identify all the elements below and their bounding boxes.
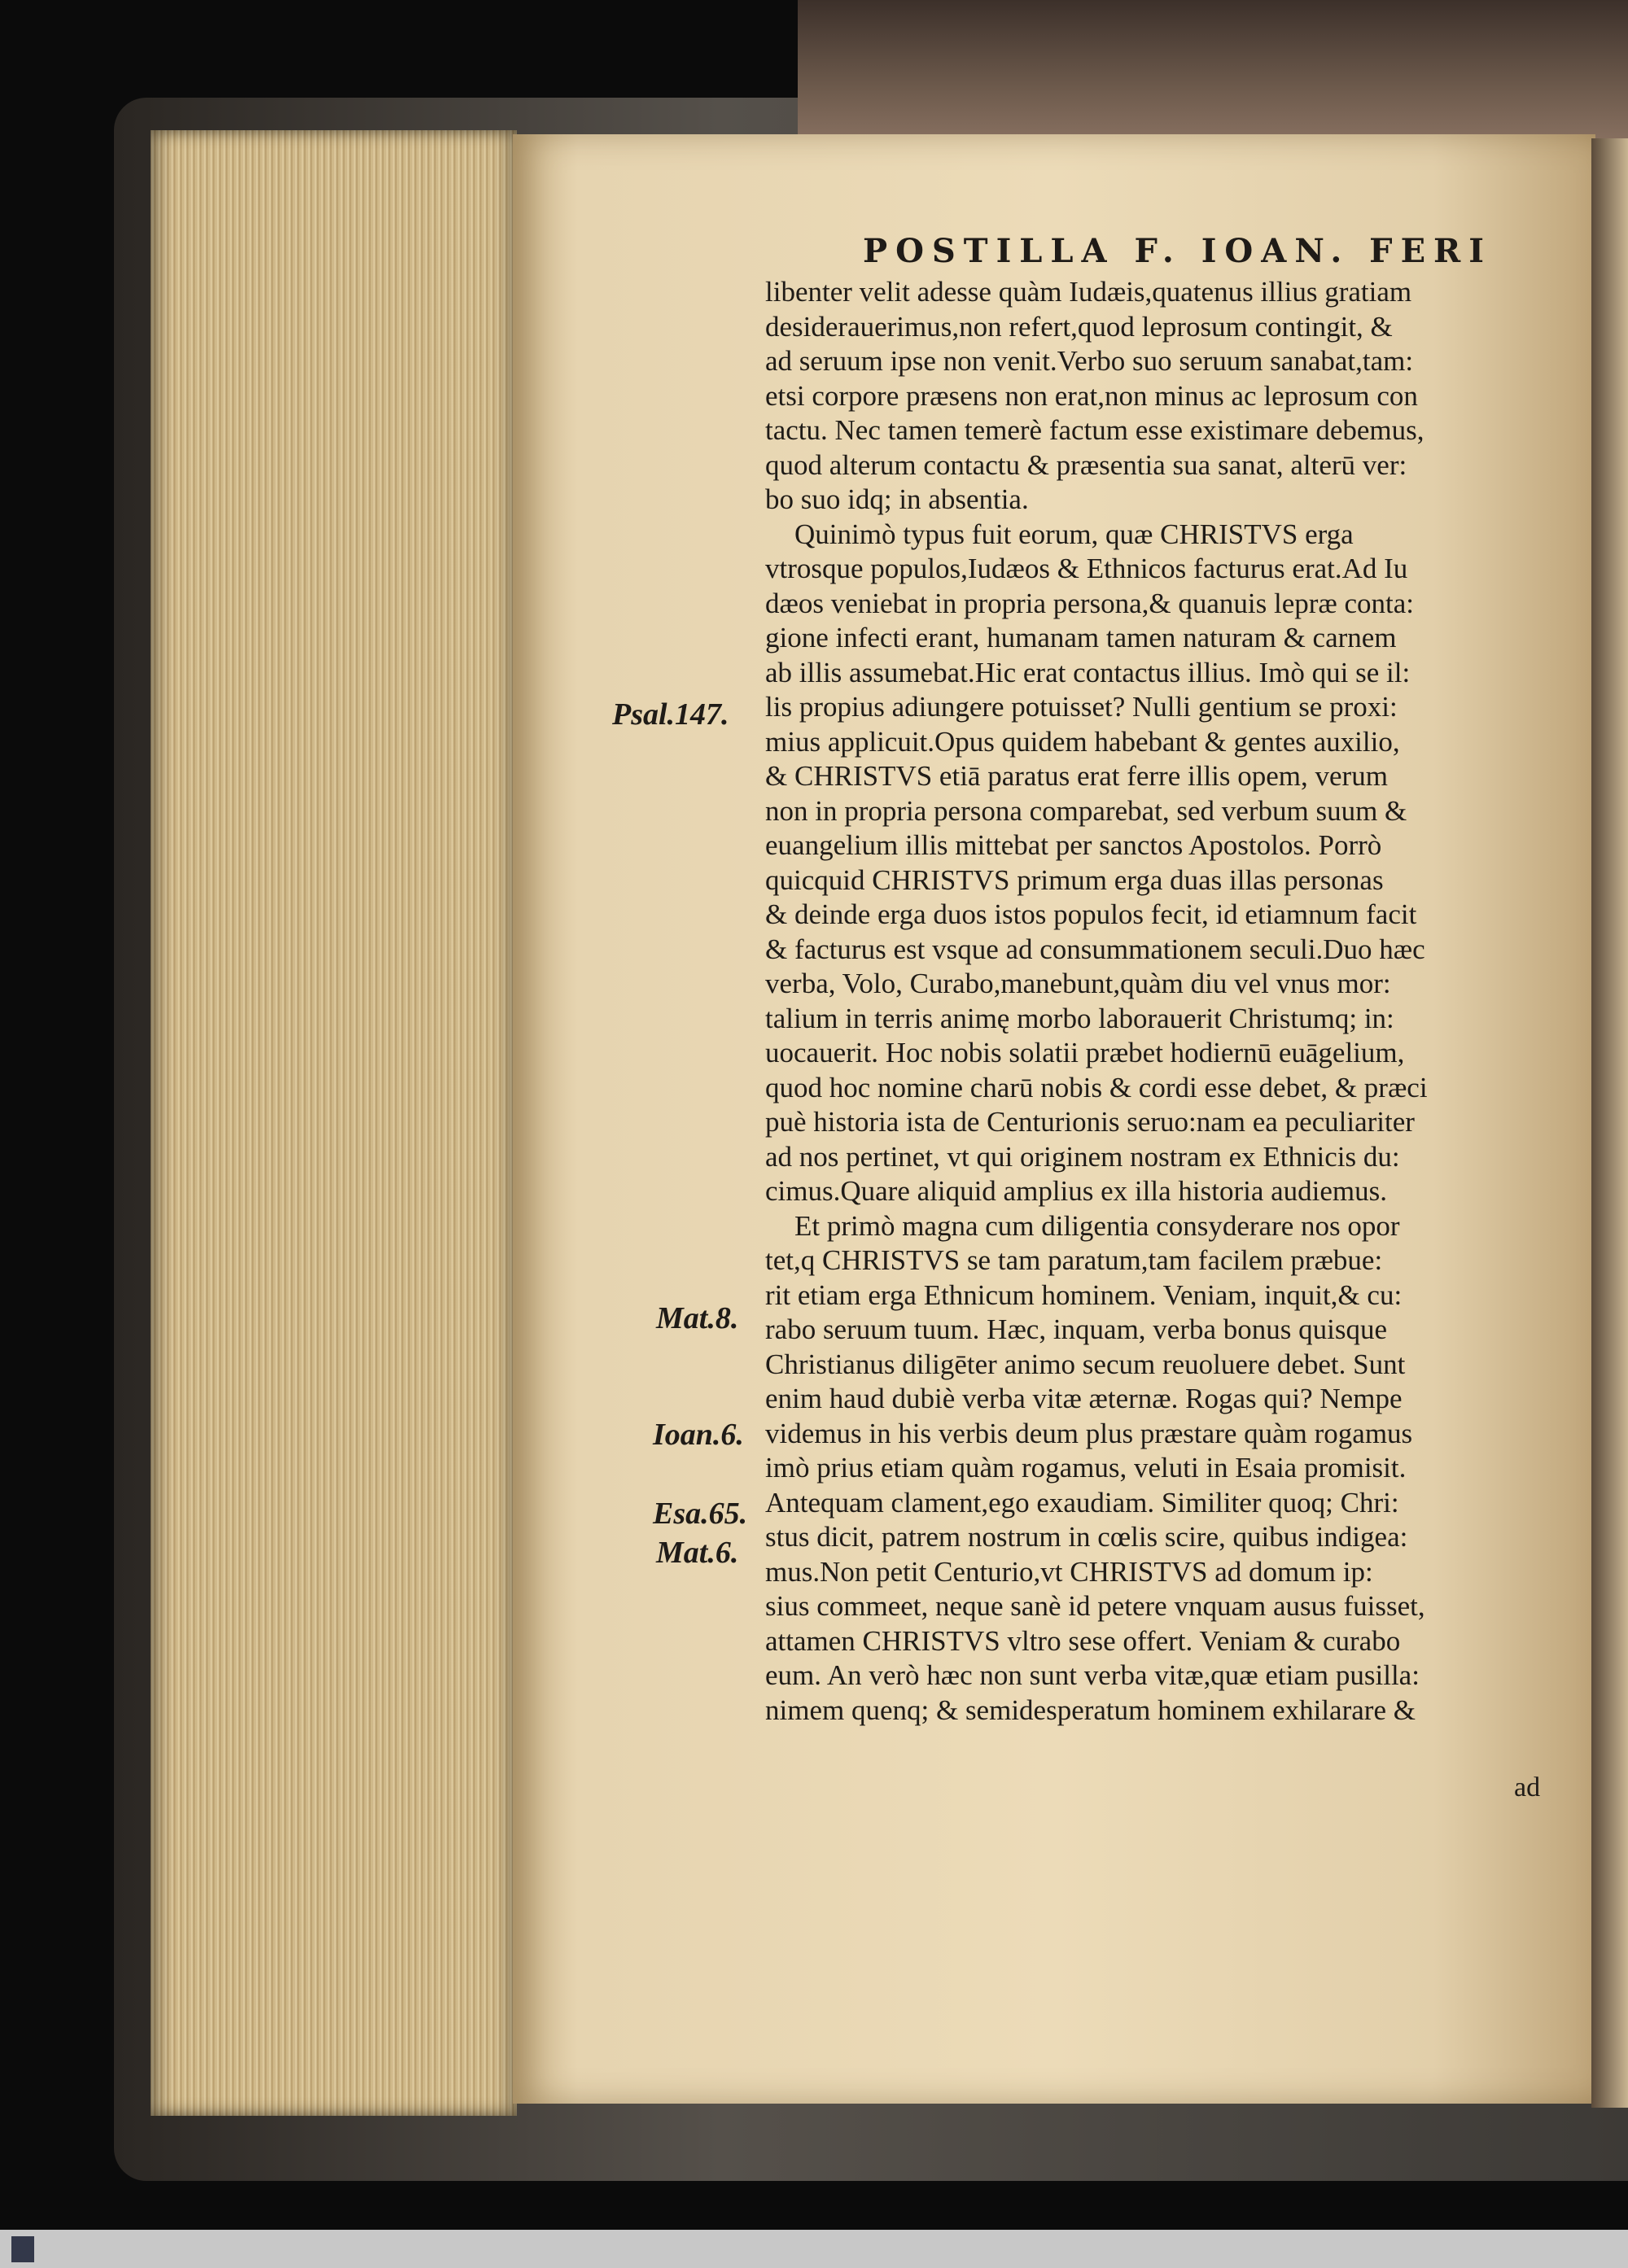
text-line: ab illis assumebat.Hic erat contactus illius. Imò qui se il:	[765, 656, 1411, 688]
page-edges	[151, 130, 517, 2116]
text-line: nimem quenq; & semidesperatum hominem exhilarare &	[765, 1693, 1416, 1726]
text-line: stus dicit, patrem nostrum in cœlis scire, quibus indigea:	[765, 1521, 1408, 1553]
text-line: tet,q CHRISTVS se tam paratum,tam facilem præbue:	[765, 1244, 1383, 1276]
text-line: cimus.Quare aliquid amplius ex illa historia audiemus.	[765, 1175, 1388, 1207]
text-line: puè historia ista de Centurionis seruo:nam ea peculiariter	[765, 1106, 1415, 1138]
text-line: Et primò magna cum diligentia consyderare nos opor	[794, 1209, 1400, 1242]
text-line: Christianus diligēter animo secum reuoluere debet. Sunt	[765, 1348, 1406, 1380]
text-line: rabo seruum tuum. Hæc, inquam, verba bonus quisque	[765, 1313, 1388, 1345]
text-line: & deinde erga duos istos populos fecit, id etiamnum facit	[765, 898, 1417, 930]
marginal-note-esa: Esa.65.	[653, 1497, 748, 1531]
text-line: ad nos pertinet, vt qui originem nostram ex Ethnicis du:	[765, 1140, 1400, 1173]
text-line: uocauerit. Hoc nobis solatii præbet hodiernū euāgelium,	[765, 1037, 1405, 1068]
text-line: euangelium illis mittebat per sanctos Apostolos. Porrò	[765, 829, 1382, 861]
text-line: etsi corpore præsens non erat,non minus ac leprosum con	[765, 379, 1418, 412]
text-line: videmus in his verbis deum plus præstare quàm rogamus	[765, 1417, 1413, 1449]
text-line: libenter velit adesse quàm Iudæis,quatenus illius gratiam	[765, 276, 1412, 308]
marginal-note-psal: Psal.147.	[612, 697, 729, 732]
library-logo	[11, 2236, 34, 2262]
text-line: tactu. Nec tamen temerè factum esse existimare debemus,	[765, 414, 1424, 446]
text-line: bo suo idq; in absentia.	[765, 483, 1029, 515]
text-line: talium in terris animę morbo laborauerit Christumq; in:	[765, 1002, 1394, 1034]
text-block	[765, 275, 1563, 1728]
text-line: non in propria persona comparebat, sed verbum suum &	[765, 794, 1407, 827]
catchword: ad	[1514, 1772, 1541, 1803]
text-line: quicquid CHRISTVS primum erga duas illas personas	[765, 863, 1384, 896]
text-line: Quinimò typus fuit eorum, quæ CHRISTVS erga	[794, 518, 1354, 550]
text-line: desiderauerimus,non refert,quod leprosum contingit, &	[765, 310, 1393, 343]
text-line: enim haud dubiè verba vitæ æternæ. Rogas qui? Nempe	[765, 1383, 1403, 1414]
text-line: ad seruum ipse non venit.Verbo suo seruum sanabat,tam:	[765, 345, 1414, 377]
marginal-note-mat8: Mat.8.	[656, 1301, 739, 1335]
text-line: & CHRISTVS etiā paratus erat ferre illis opem, verum	[765, 760, 1388, 792]
text-line: sius commeet, neque sanè id petere vnquam ausus fuisset,	[765, 1590, 1425, 1622]
text-line: imò prius etiam quàm rogamus, veluti in Esaia promisit.	[765, 1452, 1407, 1484]
viewer-footer-bar	[0, 2230, 1628, 2268]
text-line: rit etiam erga Ethnicum hominem. Veniam, inquit,& cu:	[765, 1278, 1403, 1311]
text-line: mius applicuit.Opus quidem habebant & gentes auxilio,	[765, 725, 1400, 758]
text-line: attamen CHRISTVS vltro sese offert. Veniam & curabo	[765, 1624, 1401, 1657]
text-line: gione infecti erant, humanam tamen naturam & carnem	[765, 622, 1397, 653]
text-line: mus.Non petit Centurio,vt CHRISTVS ad domum ip:	[765, 1555, 1373, 1588]
running-head: POSTILLA F. IOAN. FERI	[863, 232, 1493, 270]
headband	[798, 0, 1628, 146]
marginal-note-ioan: Ioan.6.	[653, 1418, 744, 1452]
text-line: dæos veniebat in propria persona,& quanuis lepræ conta:	[765, 587, 1415, 619]
text-line: lis propius adiungere potuisset? Nulli gentium se proxi:	[765, 691, 1398, 723]
gutter	[1591, 138, 1628, 2108]
text-line: quod hoc nomine charū nobis & cordi esse debet, & præci	[765, 1071, 1428, 1103]
text-line: eum. An verò hæc non sunt verba vitæ,quæ etiam pusilla:	[765, 1659, 1420, 1691]
text-line: vtrosque populos,Iudæos & Ethnicos facturus erat.Ad Iu	[765, 553, 1408, 584]
text-line: Antequam clament,ego exaudiam. Similiter quoq; Chri:	[765, 1486, 1399, 1519]
text-line: verba, Volo, Curabo,manebunt,quàm diu vel vnus mor:	[765, 968, 1391, 999]
text-line: & facturus est vsque ad consummationem seculi.Duo hæc	[765, 933, 1425, 965]
text-line: quod alterum contactu & præsentia sua sanat, alterū ver:	[765, 448, 1407, 481]
marginal-note-mat6: Mat.6.	[656, 1536, 739, 1570]
